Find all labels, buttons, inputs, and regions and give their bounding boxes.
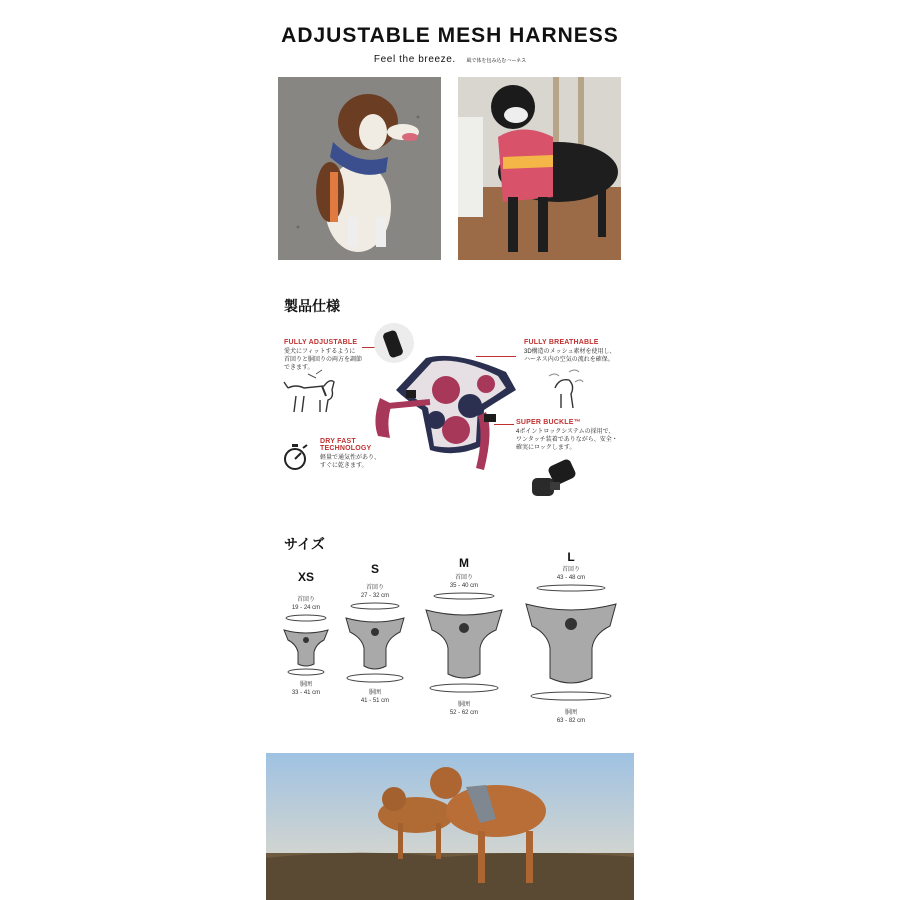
neck-range: 43 - 48 cm bbox=[556, 575, 586, 581]
feature-dry-fast bbox=[320, 438, 410, 470]
feature-text: 軽量で通気性があり、 すぐに乾きます。 bbox=[320, 455, 381, 469]
tagline-japanese: 風で体を包み込むハーネス bbox=[466, 58, 527, 64]
neck-label: 首回り bbox=[561, 567, 580, 573]
stopwatch-icon bbox=[283, 442, 311, 472]
feature-super-buckle bbox=[516, 419, 641, 452]
tagline-english: Feel the breeze. bbox=[373, 54, 456, 65]
buckle-icon bbox=[528, 458, 580, 502]
size-label: XS bbox=[297, 570, 314, 584]
chest-range: 63 - 82 cm bbox=[556, 718, 586, 724]
size-label: L bbox=[567, 550, 575, 564]
neck-label: 首回り bbox=[296, 597, 315, 603]
feature-text: 3D構造のメッシュ素材を使用し、 ハーネス内の空気の流れを確保。 bbox=[524, 349, 616, 363]
size-label: S bbox=[370, 562, 379, 576]
photo-black-dog-indoor bbox=[458, 77, 621, 260]
tagline bbox=[0, 54, 900, 65]
neck-range: 19 - 24 cm bbox=[291, 605, 321, 611]
size-label: M bbox=[459, 556, 469, 570]
chest-label: 胴囲 bbox=[457, 702, 470, 708]
feature-title: DRY FAST TECHNOLOGY bbox=[320, 438, 372, 452]
harness-outline-s bbox=[342, 600, 408, 684]
neck-range: 27 - 32 cm bbox=[360, 593, 390, 599]
harness-outline-xs bbox=[278, 612, 334, 676]
neck-label: 首回り bbox=[454, 575, 473, 581]
specs-heading: 製品仕様 bbox=[284, 298, 340, 314]
feature-fully-breathable bbox=[524, 339, 644, 364]
chest-range: 33 - 41 cm bbox=[291, 690, 321, 696]
sizes-heading: サイズ bbox=[284, 536, 325, 552]
feature-title: FULLY ADJUSTABLE bbox=[284, 339, 358, 346]
neck-label: 首回り bbox=[365, 585, 384, 591]
feature-title: SUPER BUCKLE™ bbox=[516, 419, 581, 426]
feature-text: 愛犬にフィットするように 首回りと胴回りの両方を調節 できます。 bbox=[284, 349, 363, 371]
page-title: ADJUSTABLE MESH HARNESS bbox=[281, 24, 619, 47]
harness-outline-l bbox=[524, 582, 618, 704]
harness-outline-m bbox=[424, 590, 504, 696]
chest-label: 胴囲 bbox=[564, 710, 577, 716]
size-l bbox=[524, 550, 618, 725]
feature-connector bbox=[476, 356, 516, 357]
size-xs bbox=[278, 570, 334, 697]
size-s bbox=[342, 562, 408, 705]
photo-boxers-field bbox=[266, 753, 634, 900]
size-m bbox=[424, 556, 504, 717]
chest-label: 胴囲 bbox=[299, 682, 312, 688]
neck-range: 35 - 40 cm bbox=[449, 583, 479, 589]
chest-range: 41 - 51 cm bbox=[360, 698, 390, 704]
feature-title: FULLY BREATHABLE bbox=[524, 339, 599, 346]
chest-label: 胴囲 bbox=[368, 690, 381, 696]
breathable-dog-icon bbox=[545, 368, 585, 410]
chest-range: 52 - 62 cm bbox=[449, 710, 479, 716]
feature-text: 4ポイントロックシステムの採用で、 ワンタッチ装着でありながら、安全・ 確実にロックします。 bbox=[516, 429, 618, 451]
dog-outline-icon bbox=[282, 368, 340, 416]
feature-connector bbox=[494, 424, 514, 425]
photo-collie-sitting bbox=[278, 77, 441, 260]
